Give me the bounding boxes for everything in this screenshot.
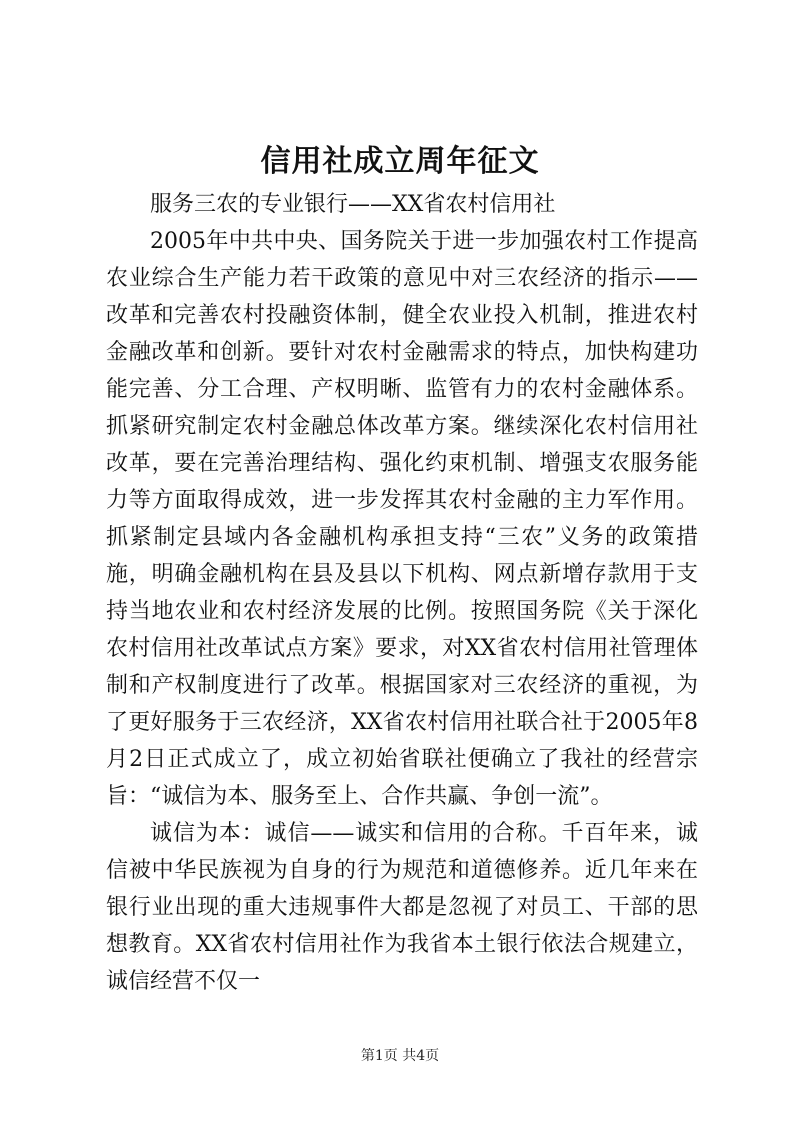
document-title: 信用社成立周年征文 <box>260 144 540 179</box>
page-footer: 第1页 共4页 <box>360 1048 440 1064</box>
document-body <box>106 186 698 1000</box>
paragraph: 2005年中共中央、国务院关于进一步加强农村工作提高农业综合生产能力若干政策的意见中对三农经济的指示——改革和完善农村投融资体制，健全农业投入机制，推进农村金融改革和创新。要针对农村金融需求的特点，加快构建功能完善、分工合理、产权明晰、监管有力的农村金融体系。抓紧研究制定农村金融总体改革方案。继续深化农村信用社改革，要在完善治理结构、强化约束机制、增强支农服务能力等方面取得成效，进一步发挥其农村金融的主力军作用。抓紧制定县域内各金融机构承担支持“三农”义务的政策措施，明确金融机构在县及县以下机构、网点新增存款用于支持当地农业和农村经济发展的比例。按照国务院《关于深化农村信用社改革试点方案》要求，对XX省农村信用社管理体制和产权制度进行了改革。根据国家对三农经济的重视，为了更好服务于三农经济，XX省农村信用社联合社于2005年8月2日正式成立了，成立初始省联社便确立了我社的经营宗旨：“诚信为本、服务至上、合作共赢、争创一流”。 <box>106 229 698 809</box>
paragraph: 诚信为本：诚信——诚实和信用的合称。千百年来，诚信被中华民族视为自身的行为规范和道德修养。近几年来在银行业出现的重大违规事件大都是忽视了对员工、干部的思想教育。XX省农村信用社作为我省本土银行依法合规建立，诚信经营不仅一 <box>106 821 698 994</box>
paragraph-subtitle: 服务三农的专业银行——XX省农村信用社 <box>150 192 556 217</box>
